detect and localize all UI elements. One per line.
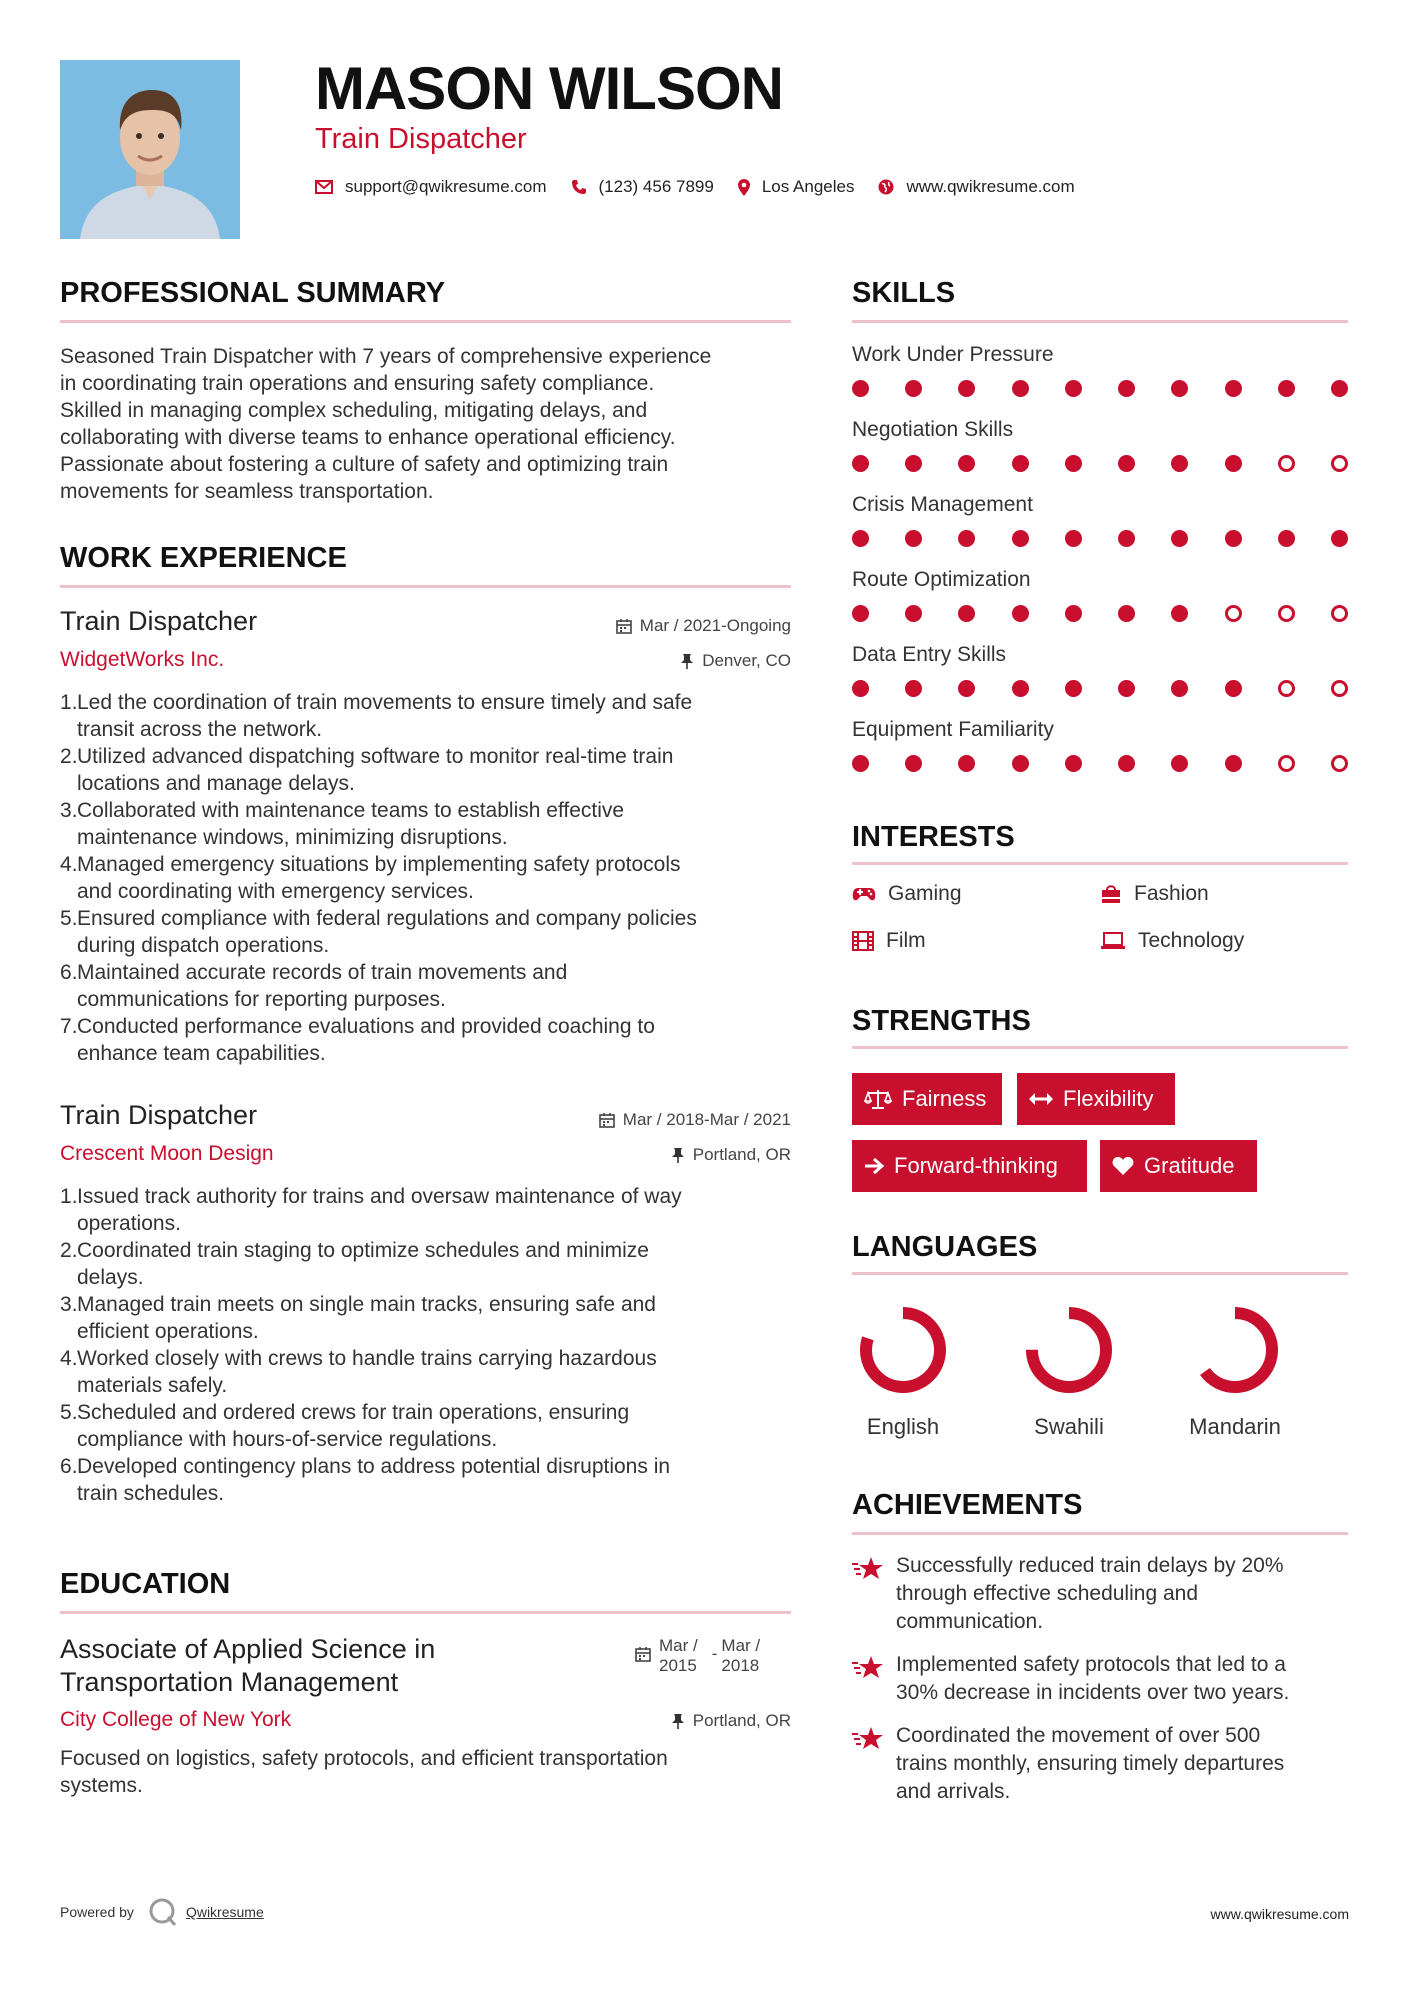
rating-dot-filled (1118, 605, 1135, 622)
rating-dot-filled (1225, 755, 1242, 772)
rating-dot-filled (1331, 380, 1348, 397)
rating-dot-filled (958, 530, 975, 547)
interest-fashion (1100, 882, 1209, 906)
rating-dot-filled (1012, 530, 1029, 547)
achievement-item (852, 1651, 1352, 1707)
phone-text: (123) 456 7899 (598, 177, 714, 196)
arrow-right-icon (864, 1157, 884, 1175)
calendar-icon (599, 1112, 615, 1128)
duty-item: Worked closely with crews to handle trains carrying hazardous materials safely. (77, 1347, 657, 1397)
balance-scale-icon (864, 1088, 892, 1110)
qwikresume-logo-icon (148, 1897, 178, 1927)
job-location (671, 1145, 791, 1165)
skills-divider (852, 320, 1348, 323)
job-dates (616, 616, 791, 636)
calendar-icon (616, 618, 632, 634)
footer-powered-by (60, 1897, 264, 1927)
envelope-icon (315, 180, 333, 194)
interests-heading: INTERESTS (852, 821, 1015, 853)
website-text: www.qwikresume.com (906, 177, 1075, 196)
summary-text (60, 343, 800, 505)
candidate-name: MASON WILSON (315, 55, 783, 122)
job-dates (599, 1110, 791, 1130)
footer-website[interactable]: www.qwikresume.com (1210, 1906, 1349, 1922)
rating-dot-empty (1278, 680, 1295, 697)
languages-heading: LANGUAGES (852, 1231, 1038, 1263)
rating-dot-filled (852, 455, 869, 472)
education-dates (635, 1636, 760, 1676)
education-start: Mar / 2015 (659, 1636, 698, 1675)
skill-name: Data Entry Skills (852, 643, 1007, 666)
skill-name: Crisis Management (852, 493, 1033, 516)
skill-name: Work Under Pressure (852, 343, 1054, 366)
arrows-horizontal-icon (1029, 1092, 1053, 1106)
rating-dot-empty (1225, 605, 1242, 622)
strength-fairness (852, 1073, 1002, 1125)
strength-label: Fairness (902, 1086, 987, 1111)
experience-divider (60, 585, 791, 588)
rating-dot-filled (1118, 680, 1135, 697)
qwikresume-link[interactable]: Qwikresume (185, 1904, 264, 1920)
phone-icon (571, 179, 587, 195)
skill-name: Negotiation Skills (852, 418, 1014, 441)
interest-label: Gaming (888, 882, 962, 905)
duty-item: Led the coordination of train movements to ensure timely and safe transit across the network. (77, 691, 693, 741)
languages-divider (852, 1272, 1348, 1275)
achievements-divider (852, 1532, 1348, 1535)
language-proficiency-arc (1198, 1313, 1272, 1387)
rating-dot-filled (1065, 755, 1082, 772)
pushpin-icon (671, 1147, 685, 1163)
duty-item: Managed emergency situations by implementing safety protocols and coordinating with emergency services. (77, 853, 681, 903)
achievement-item (852, 1722, 1352, 1806)
rating-dot-filled (1171, 530, 1188, 547)
rating-dot-filled (1118, 455, 1135, 472)
rating-dot-filled (958, 455, 975, 472)
rating-dot-filled (1225, 530, 1242, 547)
rating-dot-filled (1012, 380, 1029, 397)
heart-icon (1112, 1156, 1134, 1176)
rating-dot-filled (1225, 380, 1242, 397)
rating-dot-filled (1012, 605, 1029, 622)
duty-item: Utilized advanced dispatching software to monitor real-time train locations and manage delays. (77, 745, 674, 795)
rating-dot-filled (1171, 605, 1188, 622)
strengths-heading: STRENGTHS (852, 1005, 1031, 1037)
achievement-text: Coordinated the movement of over 500 trains monthly, ensuring timely departures and arrivals. (896, 1724, 1285, 1803)
interests-divider (852, 862, 1348, 865)
duty-item: Conducted performance evaluations and provided coaching to enhance team capabilities. (77, 1015, 655, 1065)
company-name: WidgetWorks Inc. (60, 648, 225, 671)
profile-photo (60, 60, 240, 239)
language-ring (1019, 1300, 1119, 1400)
degree-title (60, 1633, 435, 1699)
summary-heading: PROFESSIONAL SUMMARY (60, 277, 446, 309)
film-icon (852, 931, 874, 951)
skill-rating (852, 455, 1348, 472)
summary-line: collaborating with diverse teams to enhance operational efficiency. (60, 426, 676, 449)
rating-dot-filled (852, 680, 869, 697)
language-ring (1185, 1300, 1285, 1400)
degree-line: Associate of Applied Science in (60, 1634, 436, 1664)
rating-dot-filled (958, 605, 975, 622)
laptop-icon (1100, 932, 1126, 950)
job-location-text: Portland, OR (692, 1145, 791, 1164)
skills-heading: SKILLS (852, 277, 956, 309)
duty-item: Developed contingency plans to address potential disruptions in train schedules. (77, 1455, 671, 1505)
pushpin-icon (680, 653, 694, 669)
powered-by-label: Powered by (60, 1904, 134, 1920)
rating-dot-filled (958, 680, 975, 697)
duty-item: Coordinated train staging to optimize schedules and minimize delays. (77, 1239, 649, 1289)
interest-technology (1100, 929, 1244, 953)
gamepad-icon (852, 886, 876, 902)
job-dates-text: Mar / 2018-Mar / 2021 (622, 1110, 791, 1129)
language-name: Swahili (1034, 1414, 1104, 1439)
skill-name: Equipment Familiarity (852, 718, 1054, 741)
job-dates-text: Mar / 2021-Ongoing (639, 616, 791, 635)
language-name: English (866, 1414, 940, 1439)
strength-forward-thinking (852, 1140, 1087, 1192)
strength-gratitude (1100, 1140, 1257, 1192)
duty-item: Managed train meets on single main tracks, ensuring safe and efficient operations. (77, 1293, 656, 1343)
rating-dot-filled (1065, 605, 1082, 622)
rating-dot-filled (1065, 680, 1082, 697)
interest-label: Film (886, 929, 926, 952)
rating-dot-filled (905, 680, 922, 697)
location-text: Los Angeles (761, 177, 855, 196)
contact-phone[interactable] (571, 177, 714, 197)
interest-label: Fashion (1134, 882, 1209, 905)
rating-dot-empty (1278, 755, 1295, 772)
rating-dot-filled (1118, 755, 1135, 772)
rating-dot-filled (905, 605, 922, 622)
education-divider (60, 1611, 791, 1614)
language-item (1175, 1300, 1295, 1440)
interest-gaming (852, 882, 962, 906)
strength-flexibility (1017, 1073, 1175, 1125)
strength-label: Forward-thinking (894, 1153, 1058, 1178)
job-location (680, 651, 791, 671)
education-location-text: Portland, OR (692, 1711, 791, 1730)
candidate-title: Train Dispatcher (315, 123, 527, 155)
skill-rating (852, 530, 1348, 547)
strengths-divider (852, 1046, 1348, 1049)
rating-dot-empty (1278, 605, 1295, 622)
rating-dot-filled (1171, 455, 1188, 472)
rating-dot-empty (1331, 680, 1348, 697)
summary-line: Passionate about fostering a culture of safety and optimizing train (60, 453, 669, 476)
school-name: City College of New York (60, 1708, 292, 1731)
contact-email[interactable] (315, 177, 547, 197)
skill-rating (852, 680, 1348, 697)
achievements-heading: ACHIEVEMENTS (852, 1489, 1083, 1521)
education-location (671, 1711, 791, 1731)
job-location-text: Denver, CO (702, 651, 791, 670)
rating-dot-filled (1225, 680, 1242, 697)
date-separator: - (711, 1644, 718, 1663)
star-icon (852, 1556, 884, 1582)
experience-heading: WORK EXPERIENCE (60, 542, 347, 574)
rating-dot-filled (1331, 530, 1348, 547)
duty-item: Maintained accurate records of train movements and communications for reporting purposes. (77, 961, 568, 1011)
strength-label: Gratitude (1144, 1153, 1235, 1178)
duty-item: Scheduled and ordered crews for train operations, ensuring compliance with hours-of-service regulations. (77, 1401, 630, 1451)
rating-dot-filled (852, 530, 869, 547)
duty-item: Issued track authority for trains and oversaw maintenance of way operations. (77, 1185, 682, 1235)
language-proficiency-arc (866, 1313, 940, 1387)
duty-item: Collaborated with maintenance teams to establish effective maintenance windows, minimizing disruptions. (77, 799, 625, 849)
globe-icon (878, 179, 894, 195)
rating-dot-filled (852, 380, 869, 397)
skill-rating (852, 605, 1348, 622)
rating-dot-filled (905, 455, 922, 472)
rating-dot-filled (1012, 680, 1029, 697)
rating-dot-empty (1331, 455, 1348, 472)
language-item (1009, 1300, 1129, 1440)
rating-dot-empty (1278, 455, 1295, 472)
contact-location (738, 177, 855, 197)
contact-bar (315, 177, 1099, 197)
skill-rating (852, 755, 1348, 772)
shopping-bag-icon (1100, 883, 1122, 905)
email-text: support@qwikresume.com (345, 177, 547, 196)
rating-dot-filled (1171, 680, 1188, 697)
rating-dot-filled (958, 755, 975, 772)
pushpin-icon (671, 1713, 685, 1729)
skill-rating (852, 380, 1348, 397)
calendar-icon (635, 1646, 651, 1662)
rating-dot-filled (905, 530, 922, 547)
summary-line: movements for seamless transportation. (60, 480, 434, 503)
star-icon (852, 1726, 884, 1752)
degree-line: Transportation Management (60, 1667, 399, 1697)
language-name: Mandarin (1189, 1414, 1281, 1439)
summary-line: in coordinating train operations and ensuring safety compliance. (60, 372, 655, 395)
interest-label: Technology (1138, 929, 1245, 952)
rating-dot-filled (1171, 380, 1188, 397)
rating-dot-filled (1225, 455, 1242, 472)
rating-dot-filled (958, 380, 975, 397)
rating-dot-filled (1012, 755, 1029, 772)
rating-dot-filled (852, 755, 869, 772)
rating-dot-filled (1065, 530, 1082, 547)
language-ring (853, 1300, 953, 1400)
rating-dot-filled (852, 605, 869, 622)
interest-film (852, 929, 926, 953)
rating-dot-filled (1278, 530, 1295, 547)
rating-dot-filled (905, 380, 922, 397)
rating-dot-filled (1065, 380, 1082, 397)
rating-dot-filled (1118, 530, 1135, 547)
star-icon (852, 1655, 884, 1681)
job-title: Train Dispatcher (60, 1100, 258, 1130)
achievement-text: Implemented safety protocols that led to a 30% decrease in incidents over two years. (896, 1653, 1290, 1704)
contact-website[interactable] (878, 177, 1074, 197)
education-heading: EDUCATION (60, 1568, 231, 1600)
rating-dot-filled (1171, 755, 1188, 772)
rating-dot-filled (1065, 455, 1082, 472)
rating-dot-filled (1118, 380, 1135, 397)
strength-label: Flexibility (1063, 1086, 1154, 1111)
job-title: Train Dispatcher (60, 606, 258, 636)
job-duties-list (60, 1183, 800, 1507)
duty-item: Ensured compliance with federal regulations and company policies during dispatch operations. (77, 907, 697, 957)
job-duties-list (60, 689, 800, 1067)
achievement-text: Successfully reduced train delays by 20% through effective scheduling and communication. (896, 1554, 1284, 1633)
language-proficiency-arc (1032, 1313, 1106, 1387)
summary-line: Seasoned Train Dispatcher with 7 years of comprehensive experience (60, 345, 712, 368)
education-description: Focused on logistics, safety protocols, and efficient transportation systems. (60, 1747, 668, 1797)
achievement-item (852, 1552, 1352, 1636)
company-name: Crescent Moon Design (60, 1142, 274, 1165)
education-end: Mar / 2018 (721, 1636, 761, 1675)
map-pin-icon (738, 179, 750, 196)
skill-name: Route Optimization (852, 568, 1031, 591)
rating-dot-filled (1278, 380, 1295, 397)
rating-dot-empty (1331, 605, 1348, 622)
rating-dot-empty (1331, 755, 1348, 772)
language-item (843, 1300, 963, 1440)
rating-dot-filled (1012, 455, 1029, 472)
rating-dot-filled (905, 755, 922, 772)
summary-divider (60, 320, 791, 323)
summary-line: Skilled in managing complex scheduling, mitigating delays, and (60, 399, 648, 422)
